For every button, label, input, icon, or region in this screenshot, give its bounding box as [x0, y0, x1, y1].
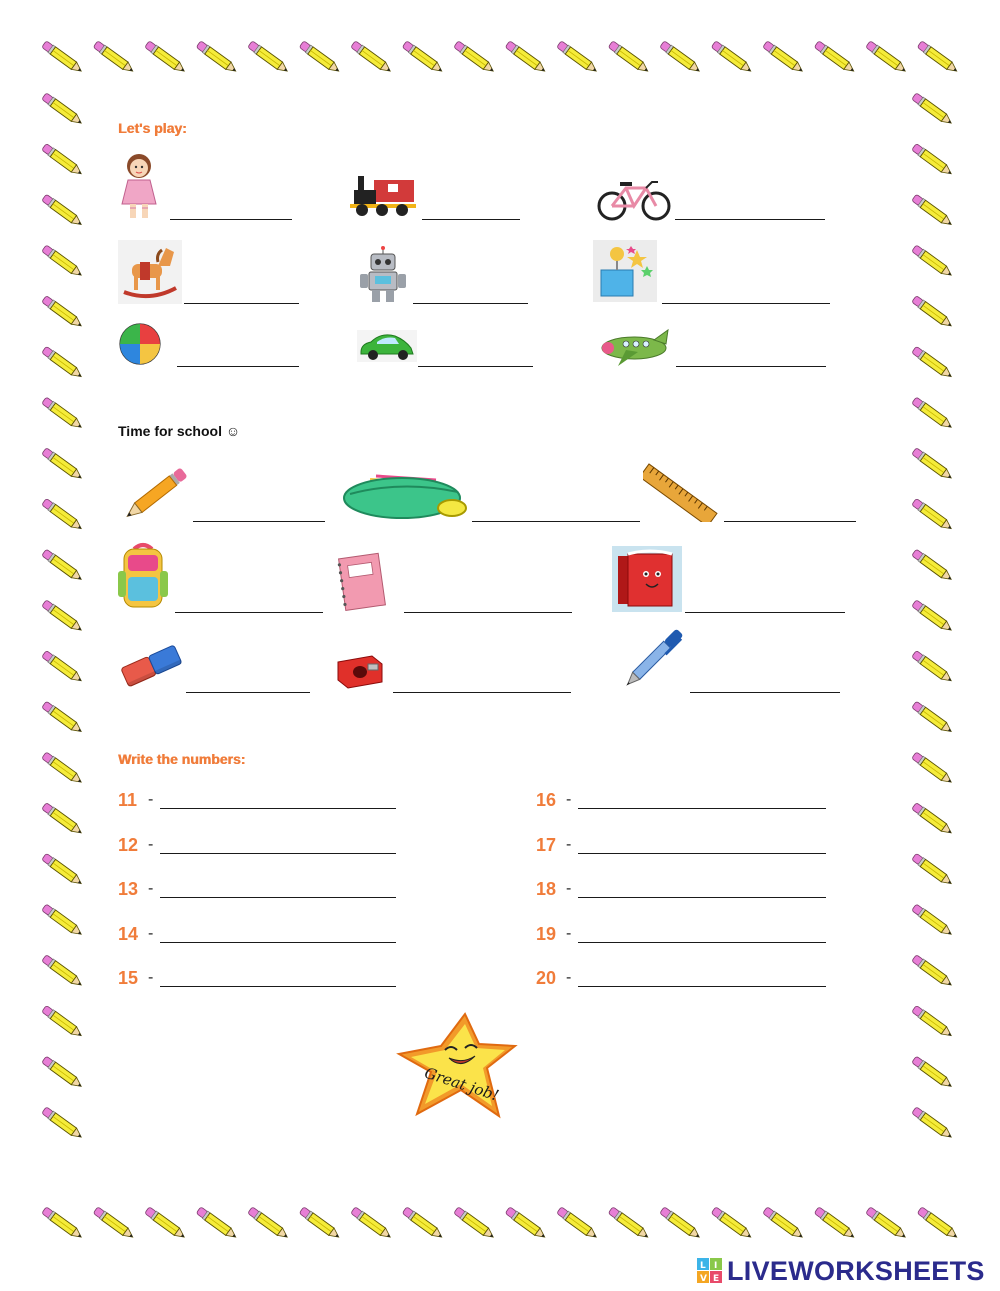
border-pencil-icon: [41, 599, 84, 633]
book-icon: [612, 546, 682, 612]
border-pencil-icon: [659, 40, 702, 74]
border-pencil-icon: [41, 397, 84, 431]
toy-answer-line-4[interactable]: [184, 303, 299, 304]
number-separator: -: [566, 969, 572, 986]
bicycle-icon: [596, 178, 672, 222]
number-separator: -: [566, 924, 572, 942]
border-pencil-icon: [350, 40, 393, 74]
border-pencil-icon: [41, 904, 84, 938]
number-separator: -: [566, 835, 572, 853]
sharpener-icon: [332, 650, 388, 690]
border-pencil-icon: [608, 40, 651, 74]
number-answer-line[interactable]: [578, 853, 826, 854]
number-answer-line[interactable]: [160, 808, 396, 809]
toys-heading: Let's play:: [118, 120, 187, 136]
border-pencil-icon: [762, 40, 805, 74]
border-pencil-icon: [505, 40, 548, 74]
border-pencil-icon: [41, 447, 84, 481]
border-pencil-icon: [911, 346, 954, 380]
number-label: 18: [536, 879, 557, 899]
border-pencil-icon: [911, 1106, 954, 1140]
border-pencil-icon: [93, 40, 136, 74]
school-answer-line-2[interactable]: [472, 521, 640, 522]
school-answer-line-3[interactable]: [724, 521, 856, 522]
toy-plane-icon: [596, 328, 672, 368]
train-icon: [348, 172, 418, 218]
border-pencil-icon: [41, 346, 84, 380]
border-pencil-icon: [911, 751, 954, 785]
border-pencil-icon: [911, 447, 954, 481]
ball-icon: [118, 322, 162, 366]
border-pencil-icon: [402, 1206, 445, 1240]
border-pencil-icon: [196, 40, 239, 74]
svg-text:V: V: [700, 1274, 707, 1284]
number-separator: -: [148, 969, 154, 986]
number-answer-line[interactable]: [160, 897, 396, 898]
liveworksheets-badge-icon: [697, 1258, 723, 1284]
border-pencil-icon: [814, 1206, 857, 1240]
svg-text:L: L: [700, 1261, 706, 1271]
school-answer-line-9[interactable]: [690, 692, 840, 693]
number-separator: -: [148, 835, 154, 853]
border-pencil-icon: [41, 143, 84, 177]
number-separator: -: [148, 880, 154, 897]
border-pencil-icon: [505, 1206, 548, 1240]
number-label: 20: [536, 968, 557, 988]
number-separator: -: [566, 791, 572, 808]
border-pencil-icon: [711, 1206, 754, 1240]
border-pencil-icon: [911, 853, 954, 887]
number-label: 17: [536, 834, 557, 855]
border-pencil-icon: [911, 92, 954, 126]
border-pencil-icon: [144, 1206, 187, 1240]
border-pencil-icon: [911, 244, 954, 278]
border-pencil-icon: [911, 295, 954, 329]
toy-answer-line-7[interactable]: [177, 366, 299, 367]
toy-car-icon: [357, 330, 417, 362]
jack-in-the-box-icon: [593, 240, 657, 302]
border-pencil-icon: [41, 549, 84, 583]
robot-icon: [356, 246, 410, 304]
border-pencil-icon: [41, 1106, 84, 1140]
border-pencil-icon: [41, 1206, 84, 1240]
border-pencil-icon: [865, 1206, 908, 1240]
border-pencil-icon: [93, 1206, 136, 1240]
border-pencil-icon: [144, 40, 187, 74]
border-pencil-icon: [911, 397, 954, 431]
border-pencil-icon: [247, 1206, 290, 1240]
border-pencil-icon: [814, 40, 857, 74]
border-pencil-icon: [865, 40, 908, 74]
number-separator: -: [566, 880, 572, 897]
school-answer-line-8[interactable]: [393, 692, 571, 693]
toy-answer-line-2[interactable]: [422, 219, 520, 220]
number-label: 16: [536, 790, 557, 810]
pencil-case-icon: [340, 470, 470, 524]
school-answer-line-4[interactable]: [175, 612, 323, 613]
doll-icon: [118, 150, 160, 222]
number-label: 19: [536, 923, 557, 944]
number-answer-line[interactable]: [160, 986, 396, 987]
border-pencil-icon: [41, 954, 84, 988]
number-answer-line[interactable]: [160, 853, 396, 854]
border-pencil-icon: [41, 1005, 84, 1039]
border-pencil-icon: [911, 143, 954, 177]
school-answer-line-6[interactable]: [685, 612, 845, 613]
border-pencil-icon: [196, 1206, 239, 1240]
number-label: 14: [118, 923, 139, 944]
number-answer-line[interactable]: [578, 897, 826, 898]
number-separator: -: [148, 924, 154, 942]
number-label: 12: [118, 834, 139, 855]
border-pencil-icon: [911, 1056, 954, 1090]
border-pencil-icon: [41, 295, 84, 329]
border-pencil-icon: [350, 1206, 393, 1240]
border-pencil-icon: [911, 194, 954, 228]
number-answer-line[interactable]: [578, 986, 826, 987]
number-label: 11: [118, 790, 138, 810]
border-pencil-icon: [41, 853, 84, 887]
backpack-icon: [118, 541, 168, 611]
border-pencil-icon: [911, 549, 954, 583]
border-pencil-icon: [762, 1206, 805, 1240]
border-pencil-icon: [917, 1206, 960, 1240]
toy-answer-line-6[interactable]: [662, 303, 830, 304]
toy-answer-line-8[interactable]: [418, 366, 533, 367]
toy-answer-line-5[interactable]: [413, 303, 528, 304]
toy-answer-line-1[interactable]: [170, 219, 292, 220]
pen-icon: [622, 628, 686, 690]
school-answer-line-7[interactable]: [186, 692, 310, 693]
border-pencil-icon: [911, 1005, 954, 1039]
school-answer-line-1[interactable]: [193, 521, 325, 522]
eraser-icon: [118, 640, 184, 690]
border-pencil-icon: [556, 1206, 599, 1240]
school-answer-line-5[interactable]: [404, 612, 572, 613]
border-pencil-icon: [41, 701, 84, 735]
border-pencil-icon: [453, 1206, 496, 1240]
border-pencil-icon: [453, 40, 496, 74]
number-answer-line[interactable]: [160, 942, 396, 943]
rocking-horse-icon: [118, 240, 182, 304]
toy-answer-line-3[interactable]: [675, 219, 825, 220]
border-pencil-icon: [299, 1206, 342, 1240]
border-pencil-icon: [41, 802, 84, 836]
border-pencil-icon: [911, 650, 954, 684]
ruler-icon: [643, 456, 721, 522]
border-pencil-icon: [41, 194, 84, 228]
border-pencil-icon: [41, 92, 84, 126]
border-pencil-icon: [911, 802, 954, 836]
border-pencil-icon: [41, 40, 84, 74]
toy-answer-line-9[interactable]: [676, 366, 826, 367]
border-pencil-icon: [917, 40, 960, 74]
notebook-icon: [334, 552, 388, 612]
border-pencil-icon: [247, 40, 290, 74]
border-pencil-icon: [911, 954, 954, 988]
border-pencil-icon: [911, 599, 954, 633]
number-answer-line[interactable]: [578, 808, 826, 809]
border-pencil-icon: [41, 751, 84, 785]
border-pencil-icon: [41, 1056, 84, 1090]
border-pencil-icon: [41, 244, 84, 278]
number-label: 15: [118, 968, 139, 988]
border-pencil-icon: [41, 650, 84, 684]
number-label: 13: [118, 879, 139, 899]
border-pencil-icon: [299, 40, 342, 74]
border-pencil-icon: [911, 701, 954, 735]
school-heading: Time for school ☺: [118, 423, 241, 439]
border-pencil-icon: [41, 498, 84, 532]
liveworksheets-wordmark: LIVEWORKSHEETS: [727, 1256, 985, 1286]
number-separator: -: [148, 791, 154, 808]
great-job-star-badge: [395, 1010, 521, 1124]
badge-text: Great job!: [422, 1063, 502, 1105]
number-answer-line[interactable]: [578, 942, 826, 943]
border-pencil-icon: [608, 1206, 651, 1240]
border-pencil-icon: [711, 40, 754, 74]
svg-text:I: I: [714, 1261, 718, 1271]
border-pencil-icon: [911, 498, 954, 532]
numbers-heading: Write the numbers:: [118, 751, 246, 767]
pencil-icon: [118, 466, 188, 520]
border-pencil-icon: [659, 1206, 702, 1240]
border-pencil-icon: [911, 904, 954, 938]
border-pencil-icon: [402, 40, 445, 74]
border-pencil-icon: [556, 40, 599, 74]
svg-text:E: E: [713, 1274, 720, 1284]
